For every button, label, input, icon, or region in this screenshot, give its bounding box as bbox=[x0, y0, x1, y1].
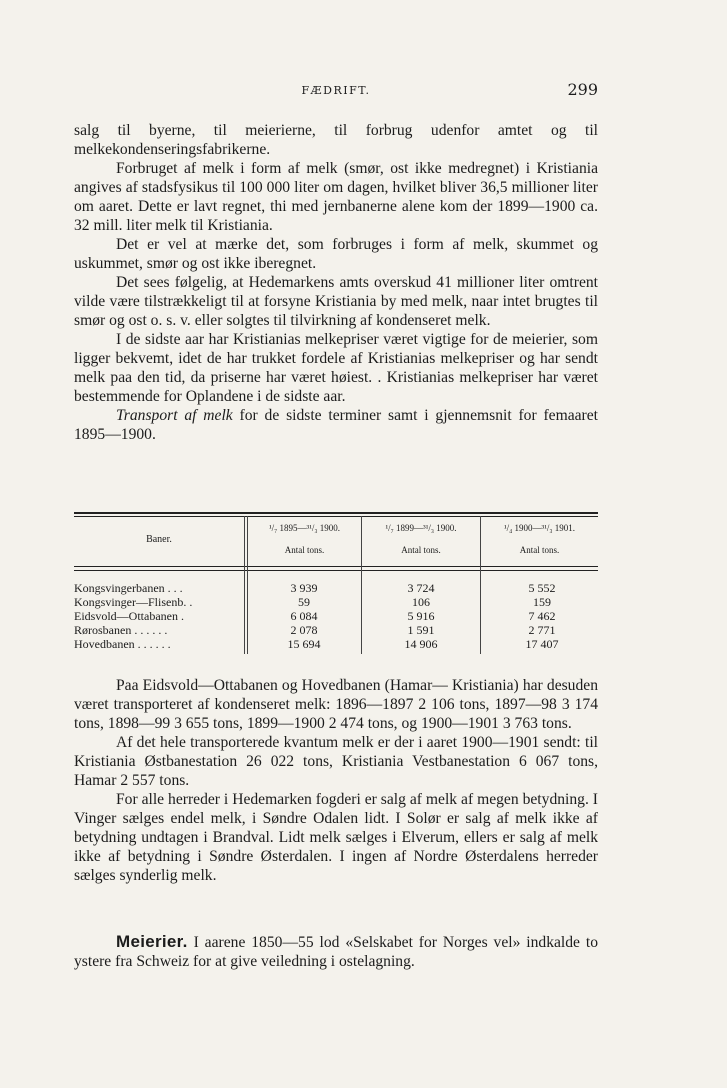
paragraph: Af det hele transporterede kvantum melk er der i aaret 1900—1901 sendt: til Kristiania Østbanestation 26 022 tons, Kristiania Vestbanestation 6 067 tons, Hamar 2 557 tons. bbox=[74, 734, 598, 789]
body-text-bottom bbox=[74, 676, 598, 885]
transport-table bbox=[74, 512, 598, 654]
column-unit: Antal tons. bbox=[519, 545, 560, 555]
column-period: ¹/₇ 1895—³¹/₃ 1900. bbox=[268, 523, 341, 533]
paragraph: Det sees følgelig, at Hedemarkens amts overskud 41 millioner liter omtrent vilde være tilstrækkeligt til at forsyne Kristiania by med melk, naar intet brugtes til smør og ost o. s. v. eller solgtes til tilvirkning af kondenseret melk. bbox=[74, 274, 598, 329]
table-cell: 6 084 bbox=[290, 609, 318, 623]
table-cell: 5 552 bbox=[528, 581, 556, 595]
table-row-label: Hovedbanen . . . . . . bbox=[74, 637, 171, 651]
meierier-section bbox=[74, 932, 598, 971]
meierier-text: I aarene 1850—55 lod «Selskabet for Norges vel» indkalde to ystere fra Schweiz for at give veiledning i ostelagning. bbox=[74, 934, 598, 970]
table-head-rule-2 bbox=[74, 570, 598, 571]
table-top-rule bbox=[74, 512, 598, 514]
paragraph: For alle herreder i Hedemarken fogderi er salg af melk af megen betydning. I Vinger sælges endel melk, i Søndre Odalen lidt. I Solør er salg af melk ikke af betydning undtagen i Brandval. Lidt melk sælges i Elverum, ellers er salg af melk ikke af betydning i Søndre Østerdalen. I ingen af Nordre Østerdalens herreder sælges synderlig melk. bbox=[74, 791, 598, 884]
transport-rest: for de sidste terminer samt i gjennemsnit for femaaret 1895—1900. bbox=[74, 407, 598, 443]
table-top-rule-2 bbox=[74, 516, 598, 517]
table-cell: 14 906 bbox=[404, 637, 438, 651]
table-cell: 2 771 bbox=[528, 623, 556, 637]
meierier-paragraph bbox=[74, 932, 598, 971]
column-period: ¹/₇ 1899—³¹/₃ 1900. bbox=[385, 523, 457, 533]
paragraph: Det er vel at mærke det, som forbruges i form af melk, skummet og uskummet, smør og ost ikke iberegnet. bbox=[74, 236, 598, 272]
table-cell: 3 724 bbox=[407, 581, 435, 595]
transport-paragraph bbox=[74, 406, 598, 444]
table-row-label: Kongsvingerbanen . . . bbox=[74, 581, 183, 595]
column-unit: Antal tons. bbox=[284, 545, 325, 555]
table-cell: 7 462 bbox=[528, 609, 556, 623]
paragraph: Forbruget af melk i form af melk (smør, ost ikke medregnet) i Kristiania angives af stadsfysikus til 100 000 liter om dagen, hvilket bliver 36,5 millioner liter om aaret. Dette er lavt regnet, thi med jernbanerne alene kom der 1899—1900 ca. 32 mill. liter melk til Kristiania. bbox=[74, 160, 598, 234]
column-divider bbox=[480, 516, 481, 654]
page-number: 299 bbox=[567, 80, 598, 99]
table-cell: 15 694 bbox=[287, 637, 321, 651]
column-divider bbox=[247, 516, 248, 654]
paragraph: Paa Eidsvold—Ottabanen og Hovedbanen (Hamar— Kristiania) har desuden været transporteret af kondenseret melk: 1896—1897 2 106 tons, 1897—98 3 174 tons, 1898—99 3 655 tons, 1899—1900 2 474 tons, og 1900—1901 3 763 tons. bbox=[74, 677, 598, 732]
paragraph: I de sidste aar har Kristianias melkepriser været vigtige for de meierier, som ligger bekvemt, idet de har trukket fordele af Kristianias melkepriser og har sendt melk paa den tid, da priserne har været høiest. . Kristianias melkepriser har været bestemmende for Oplandene i de sidste aar. bbox=[74, 331, 598, 405]
table-row-label: Rørosbanen . . . . . . bbox=[74, 623, 168, 637]
table-cell: 5 916 bbox=[407, 609, 435, 623]
section-heading: Meierier. bbox=[116, 932, 188, 951]
table-cell: 59 bbox=[298, 595, 310, 609]
table-cell: 3 939 bbox=[290, 581, 318, 595]
running-title: FÆDRIFT. bbox=[301, 84, 371, 97]
paragraph: salg til byerne, til meierierne, til forbrug udenfor amtet og til melkekondenseringsfabrikerne. bbox=[74, 122, 598, 158]
column-period: ¹/₄ 1900—³¹/₃ 1901. bbox=[503, 523, 576, 533]
table-cell: 1 591 bbox=[407, 623, 435, 637]
table-row-label: Eidsvold—Ottabanen . bbox=[74, 609, 184, 623]
table-cell: 2 078 bbox=[290, 623, 318, 637]
body-text-top bbox=[74, 121, 598, 444]
row-header: Baner. bbox=[146, 534, 172, 545]
column-divider bbox=[244, 516, 245, 654]
table-cell: 106 bbox=[412, 595, 430, 609]
column-divider bbox=[361, 516, 362, 654]
column-unit: Antal tons. bbox=[401, 545, 441, 555]
transport-italic-lead: Transport af melk bbox=[116, 407, 233, 424]
table-cell: 17 407 bbox=[525, 637, 559, 651]
table-cell: 159 bbox=[533, 595, 551, 609]
table-head-rule bbox=[74, 566, 598, 567]
table-row-label: Kongsvinger—Flisenb. . bbox=[74, 595, 193, 609]
running-head bbox=[74, 80, 598, 100]
